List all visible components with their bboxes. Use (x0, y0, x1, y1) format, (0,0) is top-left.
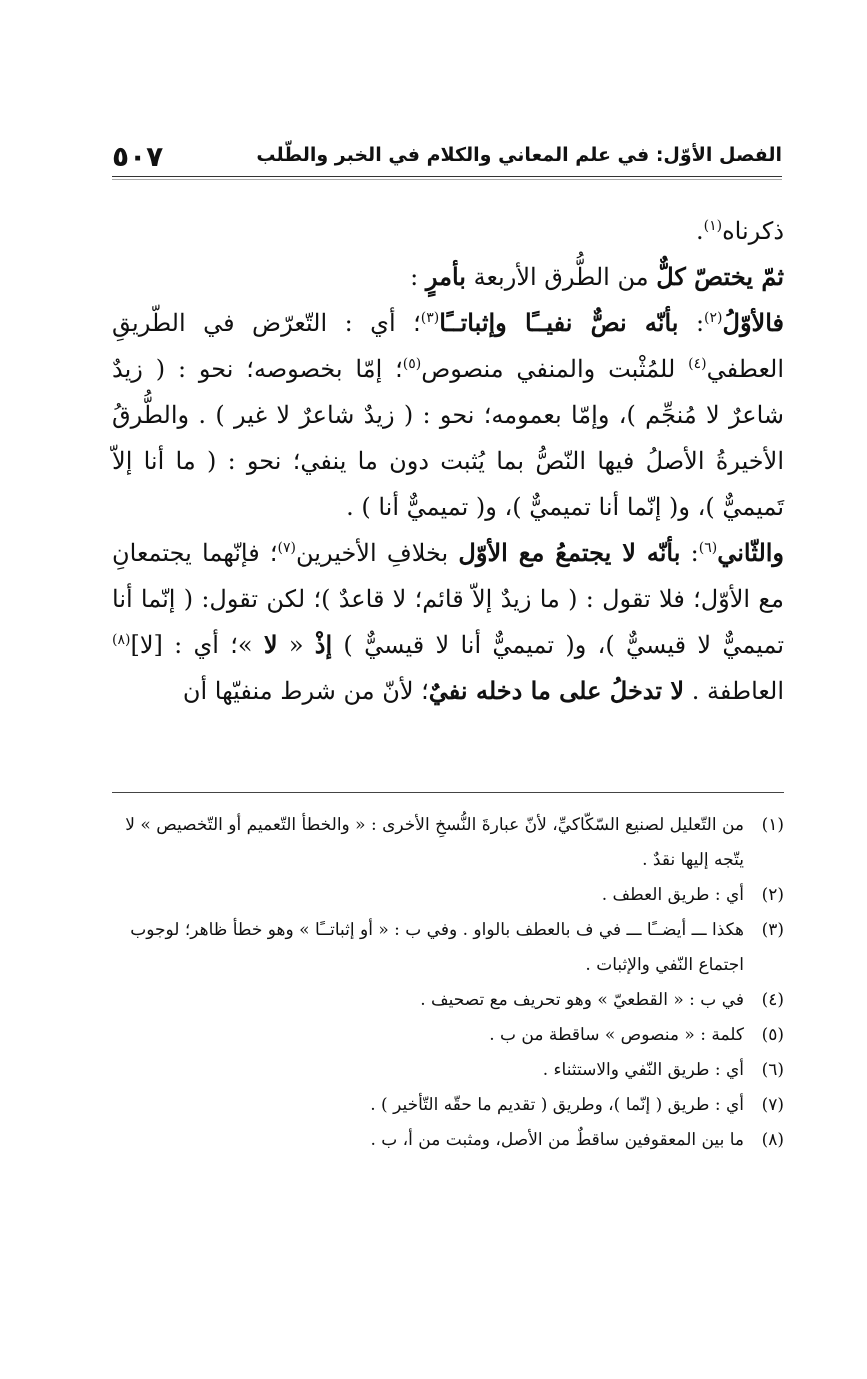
footnote-text: أي : طريق العطف . (601, 885, 744, 905)
footnote (112, 1088, 784, 1123)
text-run: ؛ لأنّ من شرط منفيّها أن (182, 677, 429, 705)
footnote (112, 1123, 784, 1158)
bold-phrase: والثّاني (717, 538, 785, 567)
bold-phrase: لا (263, 630, 278, 659)
footnote-text: ما بين المعقوفين ساقطٌ من الأصل، ومثبت من أ، ب . (370, 1130, 744, 1150)
footnote-number: (٣) (761, 920, 784, 940)
footnote-number: (١) (761, 815, 784, 835)
footnote-number: (٦) (761, 1060, 784, 1080)
text-run: : (410, 263, 426, 291)
text-run: ذكرناه (722, 217, 784, 245)
text-run: العاطفة . (684, 677, 784, 705)
bold-phrase: بأنّه نصٌّ نفيــًا وإثباتــًا (439, 308, 679, 337)
text-run: ؛ فإنّهما يجتمعانِ مع الأوّل؛ فلا تقول : ( ما زيدٌ إلاّ قائم؛ لا قاعدٌ )؛ لكن تقول: ( إنّما أنا تميميٌّ لا قيسيٌّ )، و( تميميٌّ أنا لا قيسيٌّ ) (112, 539, 785, 659)
text-run: : (678, 309, 705, 337)
footnote-ref: (٣) (420, 310, 440, 326)
chapter-title: الفصل الأوّل: في علم المعاني والكلام في الخبر والطّلب (256, 144, 782, 166)
text-run: »؛ أي : [لا] (130, 631, 264, 659)
text-run: : (680, 539, 699, 567)
text-run: من الطُّرق الأربعة (465, 263, 657, 291)
footnote (112, 983, 784, 1018)
footnote-text: أي : طريق ( إنّما )، وطريق ( تقديم ما حقّه التّأخير ) . (370, 1095, 744, 1115)
footnote (112, 1018, 784, 1053)
footnote-ref: (٤) (688, 356, 707, 372)
text-run: « (277, 631, 315, 659)
bold-phrase: إذْ (314, 630, 333, 659)
footnote-ref: (٢) (704, 310, 723, 326)
text-run: ؛ أي : التّعرّض في الطّريقِ العطفي (112, 309, 784, 383)
footnote-number: (٨) (761, 1130, 784, 1150)
footnote-ref: (٧) (277, 540, 297, 556)
footnote-ref: (٨) (112, 632, 131, 648)
paragraph-2 (112, 254, 784, 300)
footnote-number: (٥) (761, 1025, 784, 1045)
text-run: . (695, 217, 704, 245)
text-run: ؛ إمّا بخصوصه؛ نحو : ( زيدٌ شاعرٌ لا مُنجِّم )، وإمّا بعمومه؛ نحو : ( زيدٌ شاعرٌ لا غير ) . والطُّرقُ الأخيرةُ الأصلُ فيها النّصُّ بما يُثبت دون ما ينفي؛ نحو : ( ما أنا إلاّ تَميميٌّ )، و( إنّما أنا تميميٌّ )، و( تميميٌّ أنا ) . (112, 355, 784, 521)
footnote (112, 1053, 784, 1088)
footnote-text: هكذا ـــ أيضــًا ـــ في ف بالعطف بالواو . وفي ب : « أو إثباتــًا » وهو خطأ ظاهر؛ لوجوب اجتماع النّفي والإثبات . (130, 920, 744, 975)
footnote-text: أي : طريق النّفي والاستثناء . (542, 1060, 744, 1080)
bold-phrase: لا تدخلُ على ما دخله نفيٌ (428, 676, 685, 705)
bold-phrase: ثمّ يختصّ كلٌّ (656, 262, 784, 291)
header-rule (112, 176, 782, 180)
footnote (112, 878, 784, 913)
footnote-number: (٢) (761, 885, 784, 905)
footnote (112, 808, 784, 878)
text-run: للمُثْبت والمنفي منصوص (421, 355, 689, 383)
footnote-number: (٧) (761, 1095, 784, 1115)
paragraph-1 (112, 208, 784, 254)
paragraph-3 (112, 300, 784, 530)
footnotes (112, 808, 784, 1158)
footnote-ref: (٦) (698, 540, 718, 556)
footnote-number: (٤) (761, 990, 784, 1010)
footnote-text: كلمة : « منصوص » ساقطة من ب . (489, 1025, 744, 1045)
paragraph-4 (112, 530, 784, 714)
bold-phrase: بأنّه لا يجتمعُ مع الأوّل (458, 538, 681, 567)
footnote-ref: (٥) (402, 356, 422, 372)
footnote (112, 913, 784, 983)
footnote-text: في ب : « القطعيّ » وهو تحريف مع تصحيف . (420, 990, 744, 1010)
running-header (112, 140, 782, 176)
footnote-ref: (١) (703, 218, 723, 234)
footnote-text: من التّعليل لصنيع السّكّاكيِّ، لأنّ عبارةَ النُّسخِ الأخرى : « والخطأ التّعميم أو التّخصيص » لا يتّجه إليها نقدٌ . (125, 815, 744, 870)
text-run: بخلافِ الأخيرين (296, 539, 459, 567)
footnote-separator (112, 792, 784, 793)
bold-phrase: بأمرٍ (425, 262, 466, 291)
page-number: ٥٠٧ (112, 140, 164, 173)
main-text (112, 208, 784, 714)
bold-phrase: فالأوّلُ (722, 308, 785, 337)
